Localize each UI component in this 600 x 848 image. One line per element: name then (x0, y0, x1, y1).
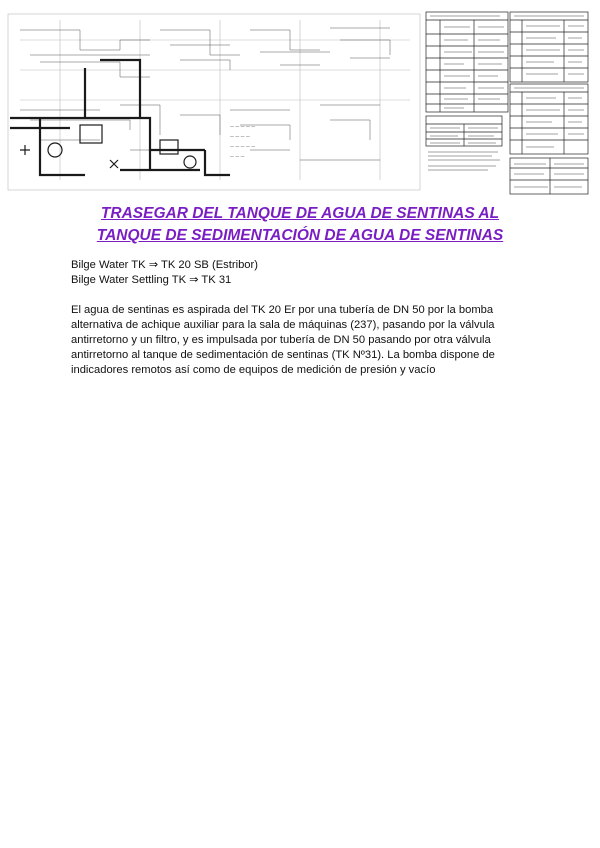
route-line-1: Bilge Water TK ⇒ TK 20 SB (Estribor) (71, 259, 258, 271)
piping-schematic-image (0, 0, 592, 196)
description-line: El agua de sentinas es aspirada del TK 20 Er por una tubería de DN 50 por la bomba (71, 304, 494, 316)
route-line-2: Bilge Water Settling TK ⇒ TK 31 (71, 274, 232, 286)
document-title (60, 203, 540, 247)
svg-text:— — — — —: — — — — — (230, 124, 256, 129)
description-line: antirretorno y un filtro, y es impulsada por tubería de DN 50 pasando por otra válvula (71, 334, 491, 346)
svg-text:— — — — —: — — — — — (230, 144, 256, 149)
svg-text:— — — —: — — — — (230, 134, 250, 139)
svg-text:— — —: — — — (230, 154, 245, 159)
title-line-1: TRASEGAR DEL TANQUE DE AGUA DE SENTINAS AL (100, 205, 500, 222)
description-line: indicadores remotos así como de equipos de medición de presión y vacío (71, 364, 436, 376)
description-line: antirretorno al tanque de sedimentación de sentinas (TK Nº31). La bomba dispone de (71, 349, 495, 361)
description-line: alternativa de achique auxiliar para la sala de máquinas (237), pasando por la válvula (71, 319, 495, 331)
tank-route-block (71, 258, 258, 288)
title-line-2: TANQUE DE SEDIMENTACIÓN DE AGUA DE SENTINAS (96, 227, 504, 244)
description-paragraph (71, 303, 541, 378)
